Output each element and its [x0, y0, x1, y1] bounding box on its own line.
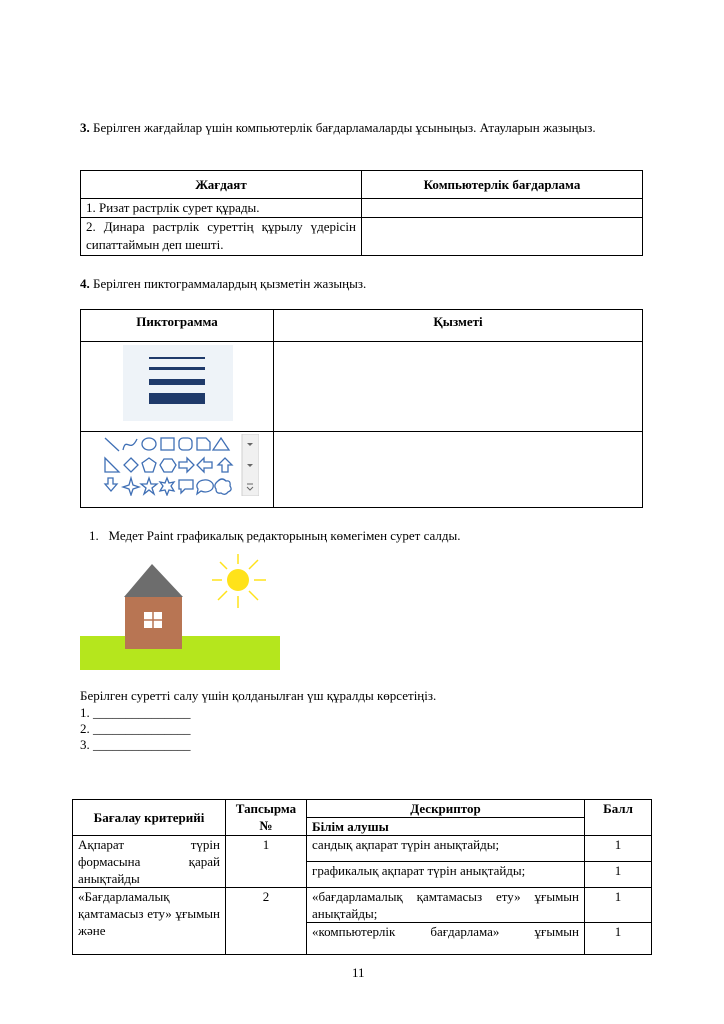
task4-icon-cell-1 — [81, 342, 274, 432]
descriptor-1-1: сандық ақпарат түрін анықтайды; — [307, 836, 585, 862]
score-2-1: 1 — [585, 888, 652, 923]
task4-number: 4. — [80, 276, 90, 291]
task3-row2-situation: 2. Динара растрлік суреттің құрылу үдерісін сипаттаймын деп шешті. — [81, 218, 362, 256]
task5-number: 1. — [89, 528, 99, 543]
task5-instruction — [89, 528, 460, 544]
task3-number: 3. — [80, 120, 90, 135]
answer-blank-2[interactable]: 2. _______________ — [80, 721, 191, 736]
task3-table — [80, 170, 643, 256]
task3-header-program: Компьютерлік бағдарлама — [362, 171, 643, 199]
header-score: Балл — [585, 800, 652, 836]
task3-row2-answer[interactable] — [362, 218, 643, 256]
header-task: Тапсырма № — [226, 800, 307, 836]
window — [144, 612, 162, 628]
task5-prompt: Берілген суретті салу үшін қолданылған үш құралды көрсетіңіз. — [80, 688, 437, 703]
task4-header-icon: Пиктограмма — [81, 310, 274, 342]
task4-text: Берілген пиктограммалардың қызметін жазыңыз. — [93, 276, 367, 291]
header-learner: Білім алушы — [307, 818, 585, 836]
paint-drawing — [80, 548, 280, 670]
score-1-1: 1 — [585, 836, 652, 862]
score-1-2: 1 — [585, 862, 652, 888]
task-number-1: 1 — [226, 836, 307, 888]
descriptor-2-2: «компьютерлік бағдарлама» ұғымын — [307, 923, 585, 955]
task4-instruction — [80, 276, 640, 292]
task3-row1-answer[interactable] — [362, 199, 643, 218]
task4-icon-cell-2 — [81, 432, 274, 508]
page-number: 11 — [352, 965, 365, 980]
task-number-2: 2 — [226, 888, 307, 955]
task3-header-situation: Жағдаят — [81, 171, 362, 199]
header-descriptor: Дескриптор — [307, 800, 585, 818]
assessment-table — [72, 799, 652, 955]
task4-header-function: Қызметі — [274, 310, 643, 342]
criteria-1: Ақпарат түрін формасына қарай анықтайды — [73, 836, 226, 888]
descriptor-2-1: «бағдарламалық қамтамасыз ету» ұғымын анықтайды; — [307, 888, 585, 923]
answer-blank-1[interactable]: 1. _______________ — [80, 705, 191, 720]
header-criteria: Бағалау критерийі — [73, 800, 226, 836]
task3-instruction — [80, 119, 640, 137]
task4-table — [80, 309, 643, 508]
descriptor-1-2: графикалық ақпарат түрін анықтайды; — [307, 862, 585, 888]
shapes-palette-icon — [101, 434, 259, 496]
task3-row1-situation: 1. Ризат растрлік сурет құрады. — [81, 199, 362, 218]
task3-text: Берілген жағдайлар үшін компьютерлік бағдарламаларды ұсыныңыз. Атауларын жазыңыз. — [93, 120, 596, 135]
roof — [124, 564, 183, 597]
task4-function-answer-2[interactable] — [274, 432, 643, 508]
task5-text: Медет Paint графикалық редакторының көмегімен сурет салды. — [108, 528, 461, 543]
task4-function-answer-1[interactable] — [274, 342, 643, 432]
answer-blank-3[interactable]: 3. _______________ — [80, 737, 191, 752]
line-width-icon — [123, 345, 233, 421]
score-2-2: 1 — [585, 923, 652, 955]
criteria-2: «Бағдарламалық қамтамасыз ету» ұғымын және — [73, 888, 226, 955]
sun — [212, 554, 266, 608]
